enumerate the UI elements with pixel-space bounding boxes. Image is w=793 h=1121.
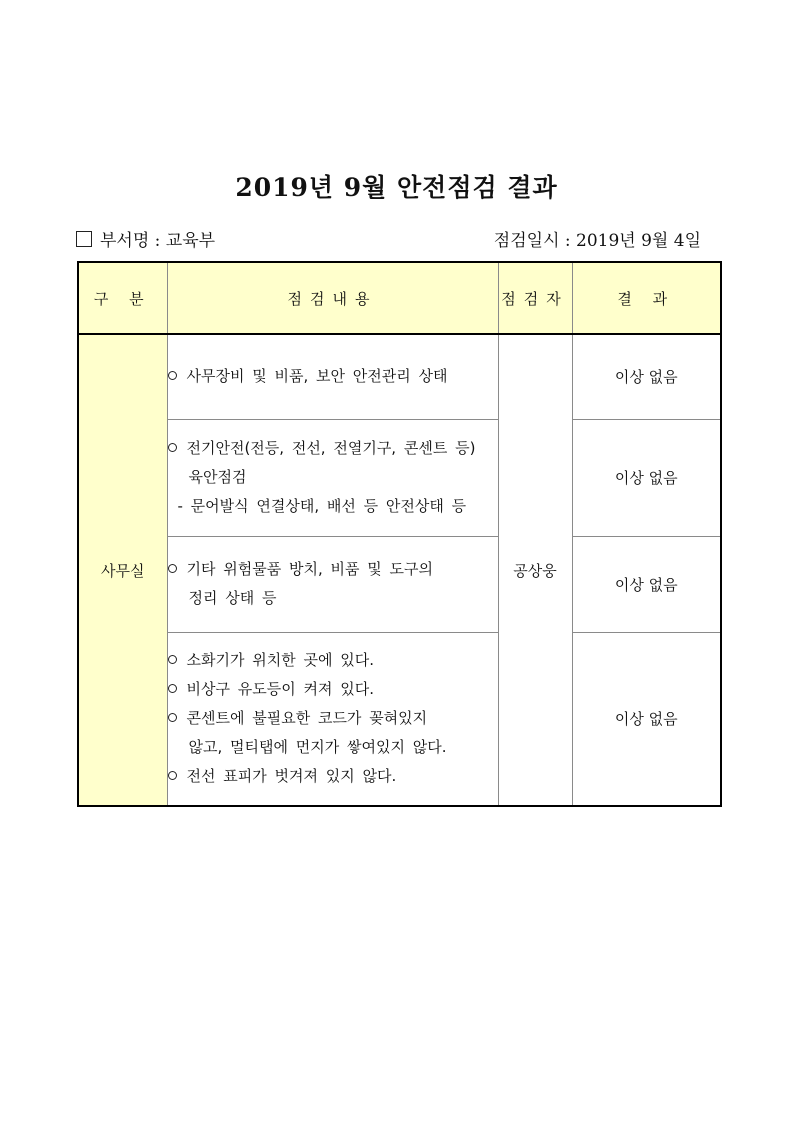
table-row: [78, 536, 721, 632]
content-line: [168, 434, 498, 463]
document-title: 2019년 9월 안전점검 결과: [235, 173, 558, 202]
department-label: 부서명 : 교육부: [100, 231, 216, 251]
inspector-cell: 공상웅: [498, 334, 572, 806]
content-text: 전기안전(전등, 전선, 전열기구, 콘센트 등): [186, 439, 476, 457]
result-cell: 이상 없음: [572, 536, 721, 632]
table-row: [78, 632, 721, 806]
table-row: [78, 334, 721, 419]
content-line: [168, 762, 498, 791]
checkbox-square: [76, 231, 92, 247]
content-text: 기타 위험물품 방치, 비품 및 도구의: [186, 560, 433, 578]
result-cell: 이상 없음: [572, 419, 721, 536]
table-header-row: [78, 262, 721, 334]
header-result: 결 과: [572, 262, 721, 334]
header-category: 구 분: [78, 262, 167, 334]
inspection-table: [77, 261, 722, 807]
content-text: 사무장비 및 비품, 보안 안전관리 상태: [186, 367, 448, 386]
circle-bullet-icon: [168, 564, 177, 573]
content-line: [168, 362, 498, 391]
content-text: - 문어발식 연결상태, 배선 등 안전상태 등: [177, 497, 467, 515]
content-line: [168, 555, 498, 584]
content-text: 비상구 유도등이 켜져 있다.: [186, 680, 374, 699]
content-text: 소화기가 위치한 곳에 있다.: [186, 651, 374, 670]
department-cell: 사무실: [78, 334, 167, 806]
content-line: [168, 463, 498, 492]
inspection-date: 점검일시 : 2019년 9월 4일: [493, 231, 701, 251]
circle-bullet-icon: [168, 443, 177, 452]
content-cell: [167, 632, 498, 806]
content-line: [168, 492, 498, 521]
result-cell: 이상 없음: [572, 632, 721, 806]
content-line: [168, 704, 498, 733]
content-line: [168, 646, 498, 675]
content-line: [168, 584, 498, 613]
header-content: 점검내용: [167, 262, 498, 334]
content-cell: [167, 334, 498, 419]
content-line: [168, 733, 498, 762]
content-text: 않고, 멀티탭에 먼지가 쌓여있지 않다.: [188, 738, 447, 757]
content-text: 콘센트에 불필요한 코드가 꽂혀있지: [186, 709, 428, 728]
content-line: [168, 675, 498, 704]
header-inspector: 점검자: [498, 262, 572, 334]
table-body: [78, 334, 721, 806]
circle-bullet-icon: [168, 771, 177, 780]
content-text: 육안점검: [188, 468, 247, 486]
content-cell: [167, 536, 498, 632]
department-info: [76, 226, 215, 251]
result-cell: 이상 없음: [572, 334, 721, 419]
content-cell: [167, 419, 498, 536]
circle-bullet-icon: [168, 371, 177, 380]
content-text: 전선 표피가 벗겨져 있지 않다.: [186, 767, 397, 786]
circle-bullet-icon: [168, 713, 177, 722]
content-text: 정리 상태 등: [188, 589, 277, 607]
circle-bullet-icon: [168, 684, 177, 693]
circle-bullet-icon: [168, 655, 177, 664]
table-row: [78, 419, 721, 536]
